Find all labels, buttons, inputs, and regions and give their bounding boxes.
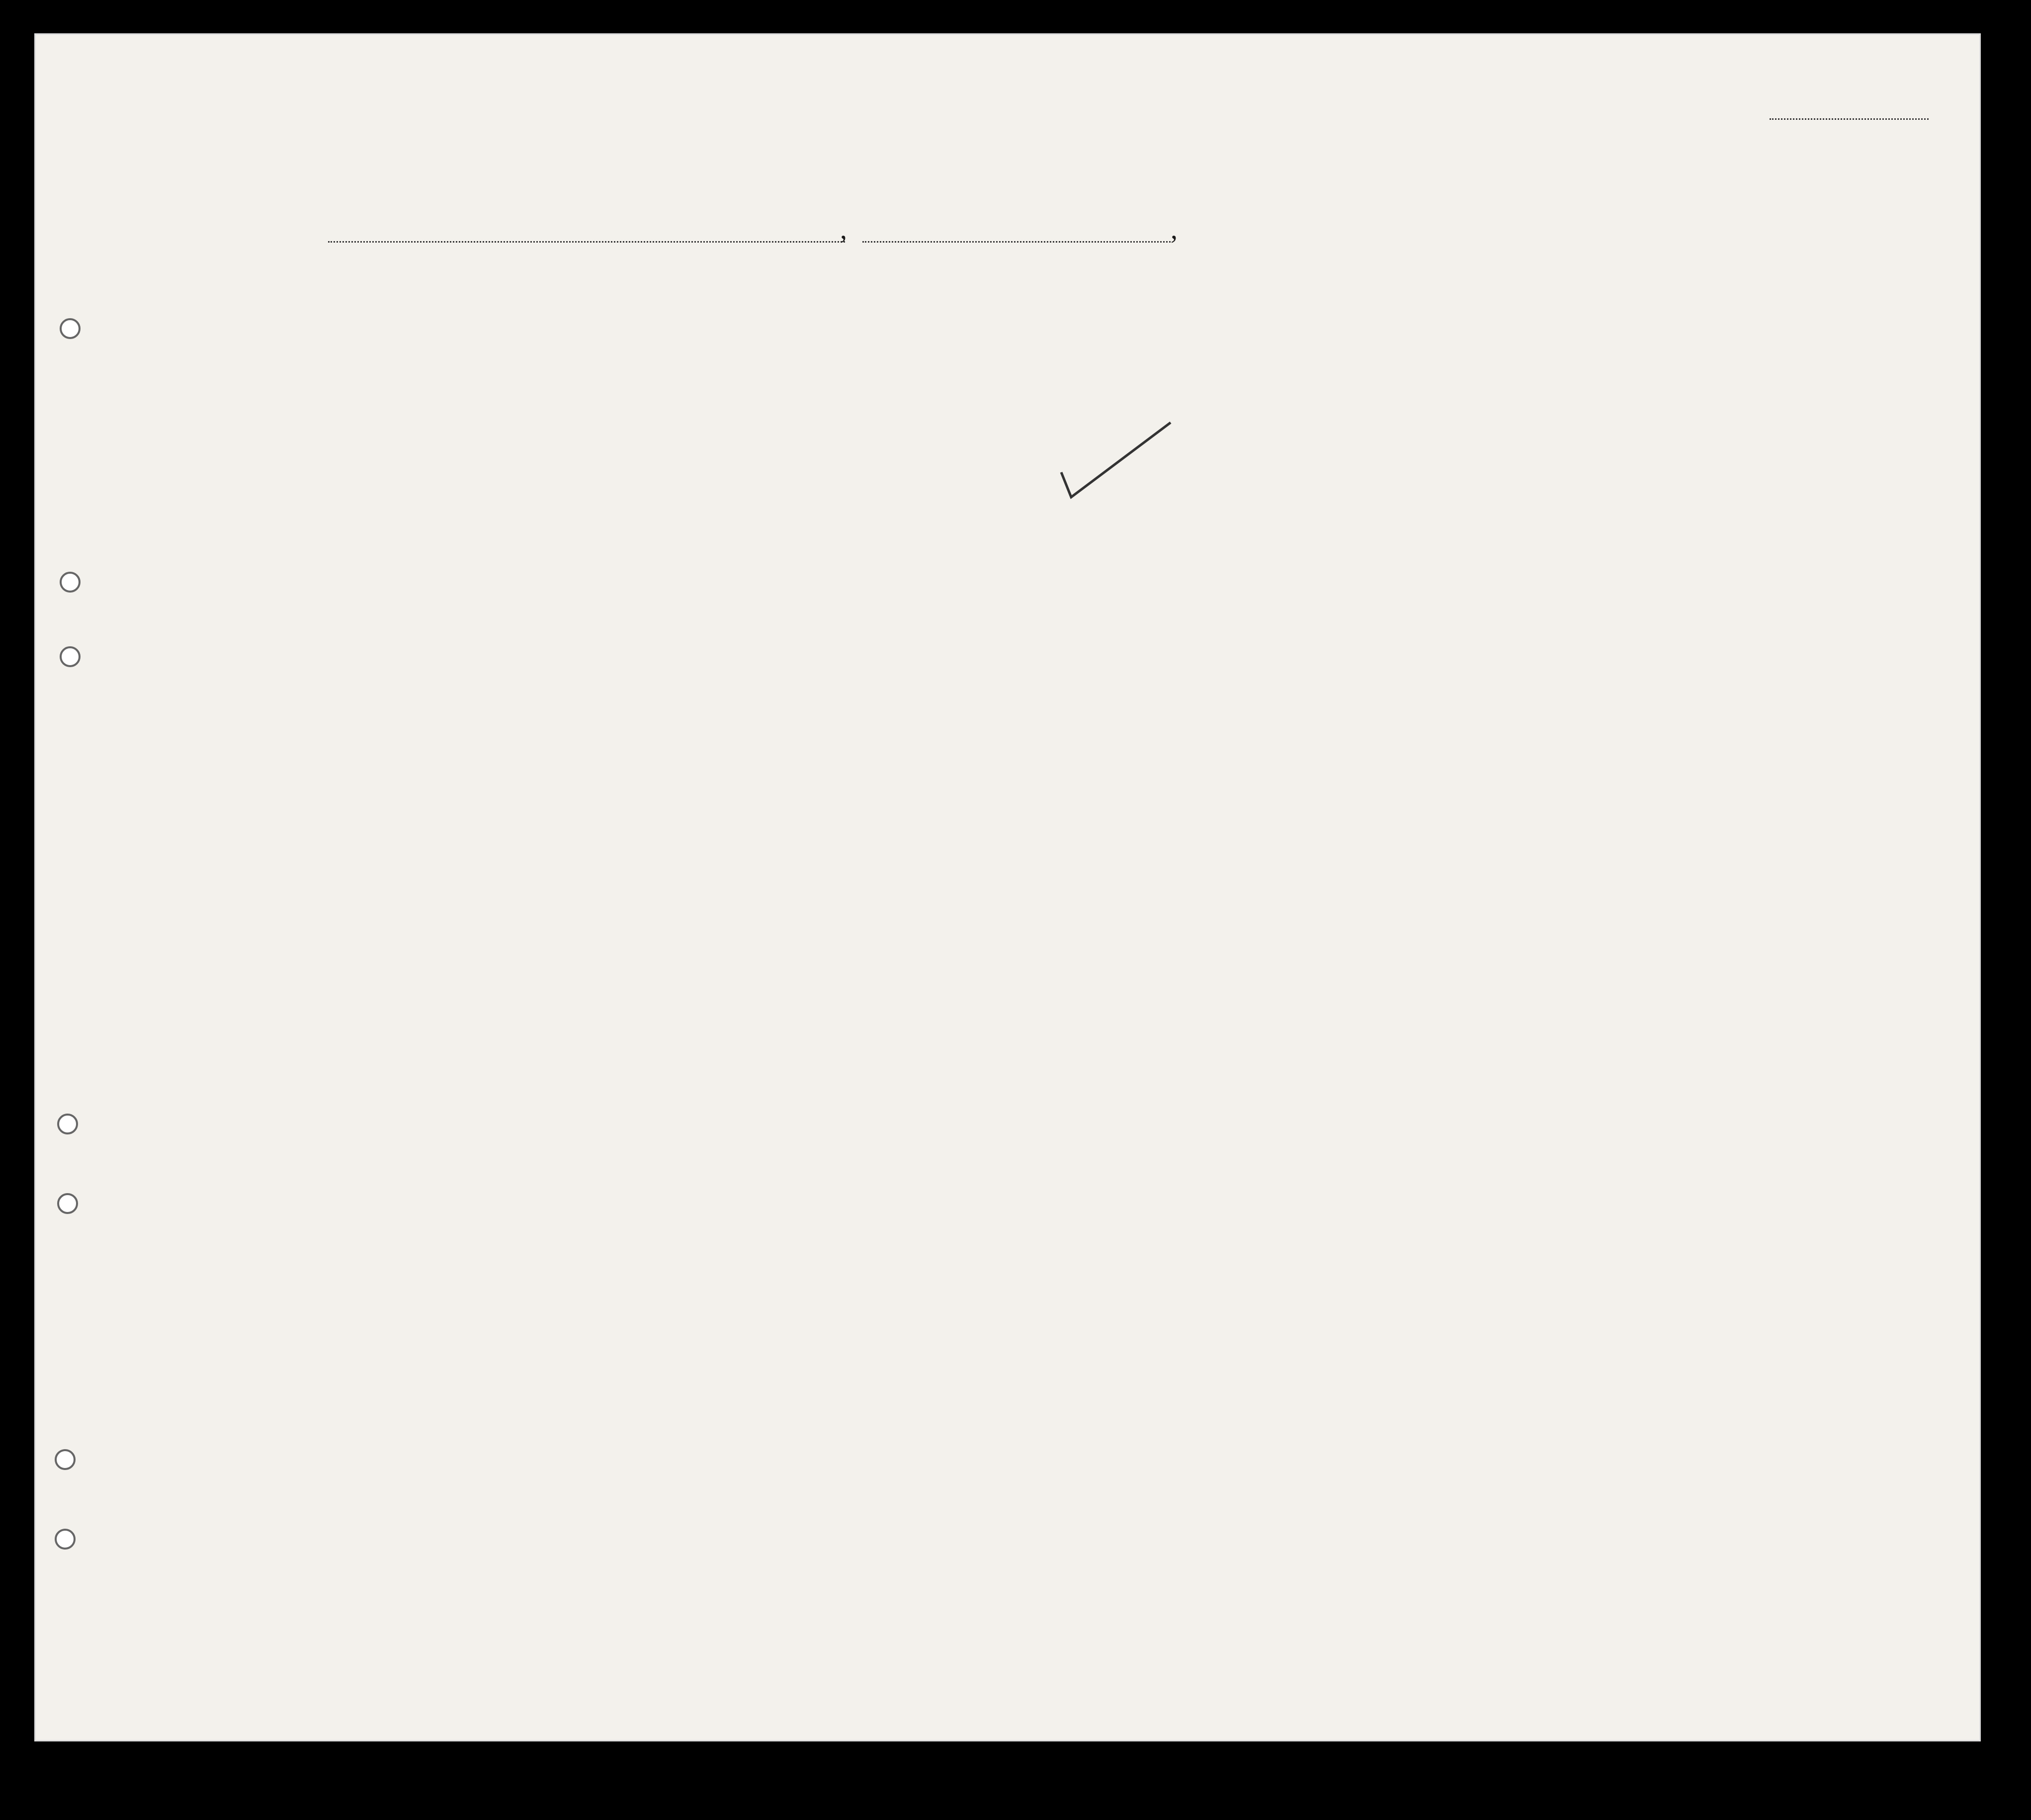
punch-hole-icon (57, 1193, 78, 1214)
punch-hole-icon (60, 318, 81, 339)
punch-hole-icon (55, 1449, 76, 1470)
punch-hole-icon (60, 646, 81, 667)
punch-hole-icon (57, 1114, 78, 1134)
comma-separator: , (840, 214, 847, 245)
punch-hole-icon (60, 572, 81, 593)
comma-separator: , (1171, 214, 1178, 245)
check-mark-icon (1059, 418, 1173, 502)
punch-hole-icon (55, 1529, 76, 1550)
